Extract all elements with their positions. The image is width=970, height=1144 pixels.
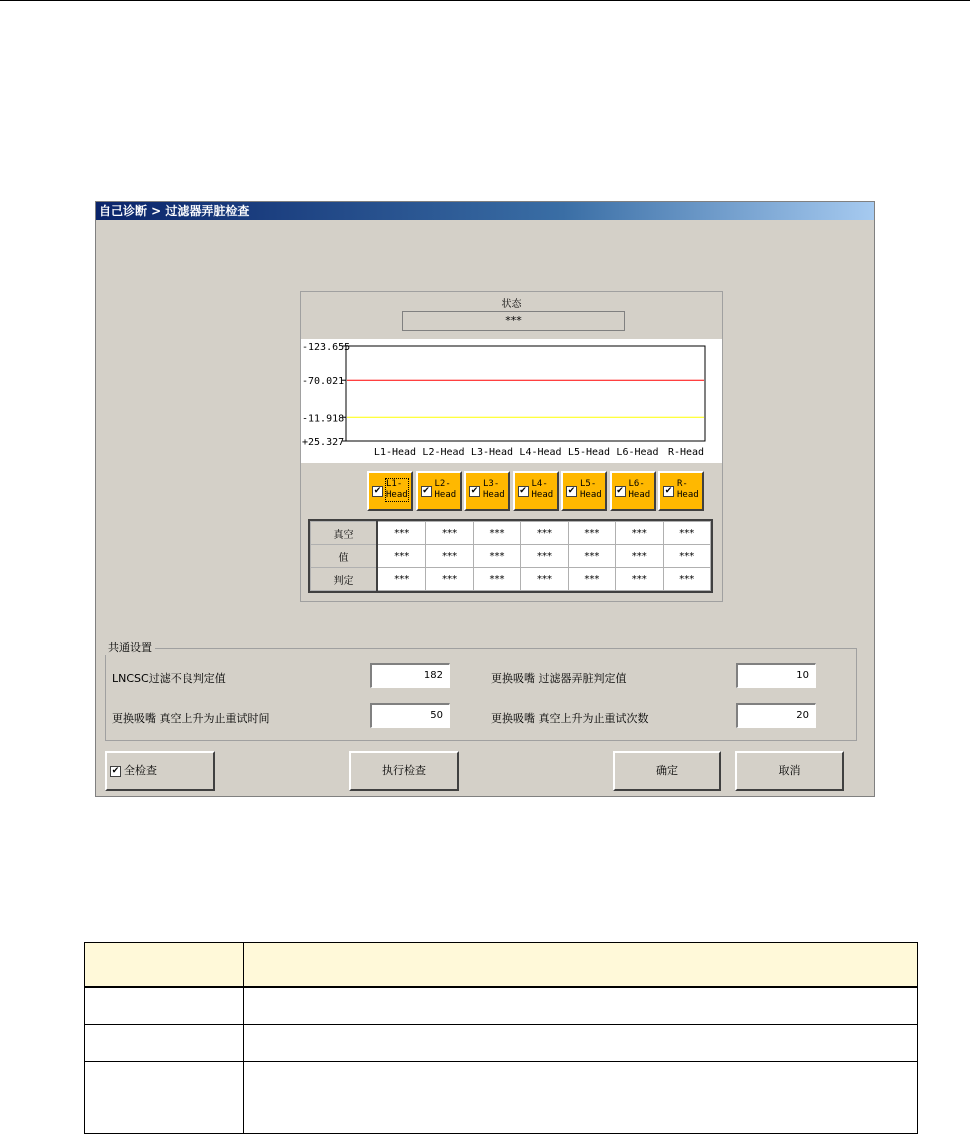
description-table-cell	[85, 1025, 244, 1062]
description-table-cell	[244, 987, 918, 1025]
checkbox-checked-icon[interactable]: ✔	[616, 486, 624, 496]
description-table-row	[85, 1025, 918, 1062]
result-grid	[308, 519, 713, 593]
head-toggle-label-line1: L3-	[483, 479, 500, 489]
result-grid-cell: ***	[473, 568, 520, 591]
head-toggle-label	[386, 479, 408, 501]
execute-check-button[interactable]: 执行检查	[349, 751, 459, 791]
result-grid-table	[310, 521, 711, 591]
y-tick-label: -11.918	[302, 413, 345, 425]
common-settings-title: 共通设置	[105, 639, 155, 655]
lncsc-input[interactable]: 182	[370, 663, 450, 688]
result-grid-row-header: 判定	[311, 568, 378, 591]
filter-dirty-input[interactable]: 10	[736, 663, 816, 688]
result-grid-cell: ***	[377, 545, 426, 568]
description-table	[84, 942, 918, 1134]
plot-area	[346, 346, 705, 441]
vacuum-chart-svg	[301, 339, 722, 463]
result-grid-cell: ***	[663, 568, 710, 591]
result-grid-row-header: 真空	[311, 522, 378, 545]
check-all-checkbox-icon[interactable]: ✔	[111, 766, 120, 776]
result-grid-row	[311, 545, 711, 568]
filter-dirty-check-window	[95, 201, 875, 797]
head-toggle-label	[532, 479, 554, 501]
result-grid-row	[311, 522, 711, 545]
x-category-label: L5-Head	[567, 447, 611, 458]
head-status-panel	[300, 291, 723, 602]
head-toggle-button[interactable]	[658, 471, 704, 511]
head-toggle-label	[677, 479, 699, 501]
x-category-label: R-Head	[667, 447, 705, 458]
status-label: 状态	[501, 299, 522, 310]
description-table-cell	[85, 1062, 244, 1134]
result-grid-row-header: 值	[311, 545, 378, 568]
head-toggle-button[interactable]	[561, 471, 607, 511]
result-grid-cell: ***	[473, 522, 520, 545]
head-toggle-label-line2: Head	[483, 490, 505, 500]
head-toggle-label-line2: Head	[434, 490, 457, 500]
vacuum-chart	[301, 339, 722, 463]
head-toggle-label-line1: L5-	[580, 479, 597, 489]
head-toggle-button[interactable]	[367, 471, 413, 511]
result-grid-cell: ***	[568, 522, 615, 545]
head-toggle-label-line2: Head	[628, 490, 651, 500]
result-grid-cell: ***	[377, 568, 426, 591]
head-toggle-label-line1: L1-	[386, 479, 403, 489]
description-table-header-row	[85, 943, 918, 988]
result-grid-cell: ***	[616, 545, 663, 568]
result-grid-cell: ***	[616, 568, 663, 591]
head-toggle-label	[580, 479, 602, 501]
result-grid-cell: ***	[568, 545, 615, 568]
retry-time-input[interactable]: 50	[370, 703, 450, 728]
check-all-label: 全检查	[124, 764, 157, 777]
checkbox-checked-icon[interactable]: ✔	[519, 486, 527, 496]
head-toggle-label	[483, 479, 505, 501]
lncsc-label: LNCSC过滤不良判定值	[112, 672, 226, 685]
head-toggle-label-line1: R-	[677, 479, 688, 489]
checkbox-checked-icon[interactable]: ✔	[664, 486, 673, 496]
retry-count-label: 更换吸嘴 真空上升为止重试次数	[491, 712, 649, 725]
result-grid-cell: ***	[473, 545, 520, 568]
description-table-cell	[244, 1062, 918, 1134]
head-toggle-label-line2: Head	[677, 490, 699, 500]
result-grid-cell: ***	[521, 545, 568, 568]
cancel-button[interactable]: 取消	[735, 751, 844, 791]
head-toggle-label	[435, 479, 457, 501]
head-toggle-label	[629, 479, 651, 501]
description-table-cell	[85, 943, 244, 988]
head-toggle-button[interactable]	[416, 471, 462, 511]
x-category-label: L3-Head	[470, 447, 514, 458]
checkbox-checked-icon[interactable]: ✔	[422, 486, 430, 496]
ok-button[interactable]: 确定	[613, 751, 721, 791]
description-table-cell	[244, 943, 918, 988]
retry-time-label: 更换吸嘴 真空上升为止重试时间	[112, 712, 270, 725]
checkbox-checked-icon[interactable]: ✔	[373, 486, 382, 496]
x-category-label: L1-Head	[373, 447, 417, 458]
head-toggle-label-line2: Head	[531, 490, 554, 500]
description-table-row	[85, 987, 918, 1025]
x-category-label: L6-Head	[616, 447, 659, 458]
check-all-button[interactable]	[105, 751, 215, 791]
status-value: ***	[402, 311, 625, 331]
result-grid-cell: ***	[426, 545, 473, 568]
checkbox-checked-icon[interactable]: ✔	[470, 486, 479, 496]
head-toggle-button[interactable]	[513, 471, 559, 511]
window-title: 自己诊断 > 过滤器弄脏检查	[96, 202, 874, 220]
result-grid-row	[311, 568, 711, 591]
x-category-label: L4-Head	[519, 447, 562, 458]
filter-dirty-label: 更换吸嘴 过滤器弄脏判定值	[491, 672, 627, 685]
head-toggle-label-line1: L2-	[434, 479, 451, 489]
retry-count-input[interactable]: 20	[736, 703, 816, 728]
description-table-row	[85, 1062, 918, 1134]
y-tick-label: -123.655	[302, 342, 351, 353]
result-grid-cell: ***	[521, 522, 568, 545]
description-table-cell	[244, 1025, 918, 1062]
head-toggle-label-line1: L6-	[628, 479, 645, 489]
page-top-rule	[0, 0, 970, 1]
result-grid-cell: ***	[663, 522, 710, 545]
result-grid-cell: ***	[663, 545, 710, 568]
head-toggle-label-line1: L4-	[531, 479, 548, 489]
result-grid-cell: ***	[426, 522, 473, 545]
window-client	[96, 220, 874, 796]
result-grid-cell: ***	[616, 522, 663, 545]
checkbox-checked-icon[interactable]: ✔	[567, 486, 576, 496]
result-grid-cell: ***	[426, 568, 473, 591]
result-grid-cell: ***	[521, 568, 568, 591]
y-tick-label: -70.021	[302, 376, 345, 388]
head-toggle-button[interactable]	[464, 471, 510, 511]
result-grid-cell: ***	[377, 522, 426, 545]
head-toggle-label-line2: Head	[580, 490, 602, 500]
y-tick-label: +25.327	[302, 437, 345, 448]
result-grid-cell: ***	[568, 568, 615, 591]
head-toggle-button[interactable]	[610, 471, 656, 511]
head-toggle-label-line2: Head	[386, 490, 408, 500]
x-category-label: L2-Head	[422, 447, 465, 458]
description-table-cell	[85, 987, 244, 1025]
